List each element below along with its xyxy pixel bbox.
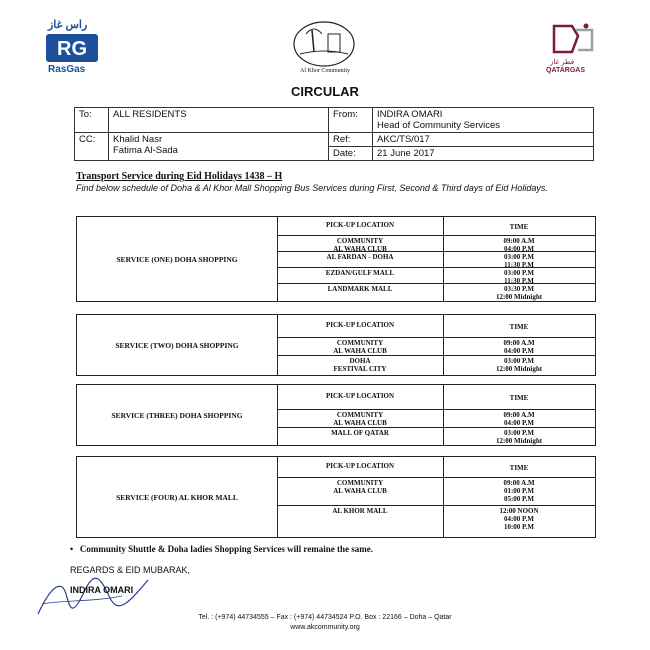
row-divider [277,283,595,284]
pickup-time-line: 09:00 A.M [503,237,535,245]
pickup-time-line: 12:00 NOON [499,507,539,515]
location-header: PICK-UP LOCATION [325,462,395,470]
pickup-location [277,411,443,427]
cc-2: Fatima Al-Sada [113,145,178,156]
pickup-time-line: 01:00 P.M [503,487,535,495]
time-header: TIME [509,223,529,231]
regards-text: REGARDS & EID MUBARAK, [70,565,191,575]
row-divider [277,477,595,478]
pickup-time-line: 03:30 P.M [503,285,535,293]
pickup-time-line: 03:00 P.M [503,357,535,365]
from-value [373,108,594,133]
service-name: SERVICE (FOUR) AL KHOR MALL [77,457,278,537]
pickup-location [277,269,443,277]
location-header: PICK-UP LOCATION [325,221,395,229]
pickup-time-line: 12:00 Midnight [495,365,543,373]
pickup-time-line: 11:30 P.M [504,261,534,269]
pickup-time [443,339,595,355]
akc-name: Al Khor Community [299,68,350,74]
pickup-location [277,479,443,495]
pickup-time-line: 11:30 P.M [504,277,534,285]
pickup-time-line: 10:00 P.M [503,523,535,531]
pickup-time-line: 03:00 P.M [503,253,535,261]
pickup-location-line: FESTIVAL CITY [333,365,387,373]
rasgas-name: RasGas [48,64,86,75]
service-four-table [76,456,596,538]
pickup-location-line: DOHA [349,357,371,365]
to-value: ALL RESIDENTS [109,108,329,133]
row-divider [277,355,595,356]
note-text: Community Shuttle & Doha ladies Shopping Services will remaine the same. [79,544,373,554]
pickup-time [443,411,595,427]
pickup-time-line: 03:00 P.M [503,429,535,437]
pickup-location [277,507,443,515]
pickup-time-line: 09:00 A.M [503,339,535,347]
pickup-location-line: COMMUNITY [336,479,384,487]
pickup-time-line: 12:00 Midnight [495,293,543,301]
ref-label: Ref: [329,133,373,147]
date-label: Date: [329,147,373,161]
cc-label: CC: [75,133,109,161]
pickup-location-line: MALL OF QATAR [331,429,389,437]
row-divider [277,427,595,428]
pickup-location-line: COMMUNITY [336,339,384,347]
memo-header-table [74,107,594,161]
from-title: Head of Community Services [377,120,501,131]
pickup-time-line: 04:00 P.M [503,245,535,253]
pickup-time-line: 05:00 P.M [503,495,535,503]
pickup-time-line: 09:00 A.M [503,411,535,419]
service-name: SERVICE (TWO) DOHA SHOPPING [77,315,278,375]
service-name: SERVICE (ONE) DOHA SHOPPING [77,217,278,301]
location-header: PICK-UP LOCATION [325,321,395,329]
pickup-location [277,357,443,373]
pickup-time [443,429,595,445]
row-divider [277,409,595,410]
pickup-location-line: AL WAHA CLUB [333,245,387,253]
service-two-table [76,314,596,376]
pickup-location-line: AL WAHA CLUB [333,347,387,355]
pickup-location-line: AL FARDAN - DOHA [326,253,394,261]
pickup-time [443,507,595,531]
pickup-location-line: LANDMARK MALL [327,285,393,293]
time-header: TIME [509,323,529,331]
time-header: TIME [509,464,529,472]
qatargas-name: QATARGAS [546,67,586,74]
row-divider [277,235,595,236]
rasgas-arabic-text: راس غاز [48,19,88,31]
from-label: From: [329,108,373,133]
pickup-location-line: COMMUNITY [336,411,384,419]
ref-value: AKC/TS/017 [373,133,594,147]
pickup-time-line: 04:00 P.M [503,347,535,355]
signatory-name: INDIRA OMARI [70,585,134,595]
subject-heading: Transport Service during Eid Holidays 1438 – H [76,171,283,182]
row-divider [277,337,595,338]
location-header: PICK-UP LOCATION [325,392,395,400]
row-divider [277,267,595,268]
cc-value [109,133,329,161]
pickup-location-line: AL KHOR MALL [332,507,388,515]
service-one-table [76,216,596,302]
pickup-time [443,357,595,373]
footer-website: www.akcommunity.org [290,624,360,631]
service-name: SERVICE (THREE) DOHA SHOPPING [77,385,278,445]
time-header: TIME [509,394,529,402]
pickup-location-line: EZDAN/GULF MALL [325,269,395,277]
pickup-time-line: 04:00 P.M [503,419,535,427]
pickup-location-line: COMMUNITY [336,237,384,245]
date-value: 21 June 2017 [373,147,594,161]
pickup-location [277,429,443,437]
pickup-time-line: 09:00 A.M [503,479,535,487]
footer-contact: Tel. : (+974) 44734555 – Fax : (+974) 44734524 P.O. Box : 22166 – Doha – Qatar [198,614,452,621]
row-divider [277,505,595,506]
pickup-location [277,285,443,293]
to-label: To: [75,108,109,133]
pickup-time [443,285,595,301]
pickup-time [443,479,595,503]
circular-title: CIRCULAR [291,84,359,99]
pickup-time-line: 04:00 P.M [503,515,535,523]
from-name: INDIRA OMARI [377,109,443,120]
pickup-time-line: 12:00 Midnight [495,437,543,445]
pickup-location-line: AL WAHA CLUB [333,487,387,495]
svg-text:RG: RG [57,38,87,60]
qatargas-logo-icon [548,22,598,56]
note-line: • Community Shuttle & Doha ladies Shopping Services will remaine the same. [70,544,373,554]
qatargas-arabic-text: قطر غاز [550,59,575,66]
service-three-table [76,384,596,446]
akc-emblem-icon [292,20,356,68]
row-divider [277,251,595,252]
pickup-location [277,253,443,261]
pickup-location-line: AL WAHA CLUB [333,419,387,427]
cc-1: Khalid Nasr [113,134,163,145]
intro-paragraph: Find below schedule of Doha & Al Khor Mall Shopping Bus Services during First, Second & Third days of Eid Holidays. [76,183,548,193]
rasgas-logo-icon [46,34,98,62]
pickup-time-line: 03:00 P.M [503,269,535,277]
pickup-location [277,339,443,355]
